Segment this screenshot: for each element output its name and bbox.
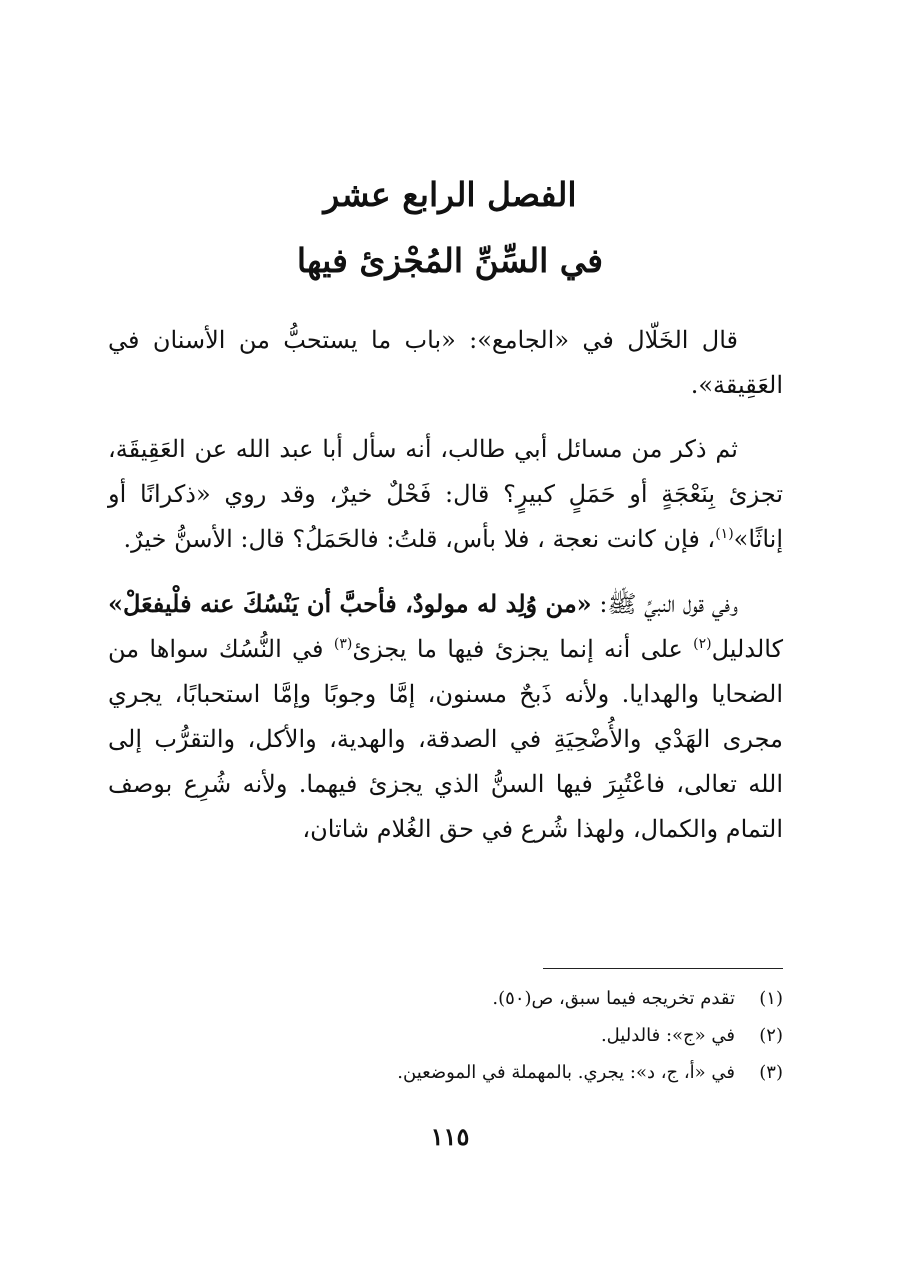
paragraph-3-intro: وفي قول النبيِّ ﷺ: bbox=[591, 590, 738, 618]
footnote-3 bbox=[108, 1054, 783, 1091]
chapter-heading bbox=[0, 162, 900, 294]
footnote-2-text: في «ج»: فالدليل. bbox=[600, 1025, 735, 1046]
paragraph-3-part-2: على أنه إنما يجزئ فيها ما يجزئ bbox=[352, 635, 694, 663]
footnote-1 bbox=[108, 980, 783, 1017]
paragraph-2-part-1: ثم ذكر من مسائل أبي طالب، أنه سأل أبا عبد الله عن العَقِيقَة، تجزئ بِنَعْجَةٍ أو حَمَلٍ كبيرٍ؟ قال: فَحْلٌ خيرٌ، وقد روي «ذكرانًا أو إناثًا» bbox=[108, 435, 783, 553]
paragraph-2 bbox=[108, 427, 783, 562]
footnote-1-text: تقدم تخريجه فيما سبق، ص(٥٠). bbox=[492, 988, 735, 1009]
footnote-divider bbox=[543, 968, 783, 969]
footnote-2-number: (٢) bbox=[759, 1025, 783, 1046]
paragraph-3 bbox=[108, 581, 783, 852]
chapter-title: الفصل الرابع عشر bbox=[323, 175, 577, 214]
paragraph-2-part-2: ، فإن كانت نعجة ، فلا بأس، قلتُ: فالحَمَلُ؟ قال: الأسنُّ خيرٌ. bbox=[123, 525, 716, 553]
page-number: ١١٥ bbox=[430, 1122, 470, 1151]
footnote-2 bbox=[108, 1017, 783, 1054]
footnote-ref-1: (١) bbox=[715, 526, 734, 542]
footnote-1-number: (١) bbox=[759, 988, 783, 1009]
footnote-3-number: (٣) bbox=[759, 1062, 783, 1083]
hadith-quote: «من وُلِد له مولودٌ، فأحبَّ أن يَنْسُكَ عنه فلْيفعَلْ» bbox=[108, 589, 592, 618]
chapter-subtitle: في السِّنِّ المُجْزئ فيها bbox=[296, 241, 604, 280]
footnotes bbox=[108, 980, 783, 1091]
footnote-ref-2: (٢) bbox=[693, 636, 712, 652]
paragraph-1: قال الخَلّال في «الجامع»: «باب ما يستحبُّ من الأسنان في العَقِيقة». bbox=[108, 326, 783, 399]
body-text bbox=[108, 318, 783, 871]
paragraph-3-part-3: في النُّسُك سواها من الضحايا والهدايا. ولأنه ذَبحٌ مسنون، إمَّا وجوبًا وإمَّا استحبابًا، يجري مجرى الهَدْي والأُضْحِيَةِ في الصدقة، والهدية، والأكل، والتقرُّب إلى الله تعالى، فاعْتُبِرَ فيها السنُّ الذي يجزئ فيهما. ولأنه شُرِع بوصف التمام والكمال، ولهذا شُرع في حق الغُلام شاتان، bbox=[108, 635, 783, 843]
footnote-3-text: في «أ، ج، د»: يجري. بالمهملة في الموضعين. bbox=[397, 1062, 735, 1083]
footnote-ref-3: (٣) bbox=[333, 636, 353, 652]
paragraph-3-part-1: كالدليل bbox=[711, 635, 784, 663]
